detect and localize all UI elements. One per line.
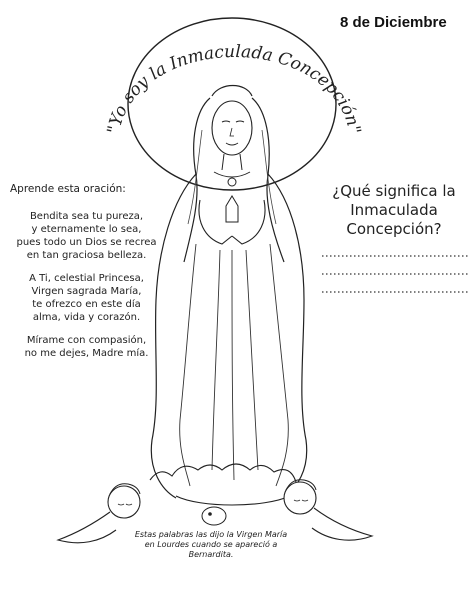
- question-line: ¿Qué significa la: [332, 182, 456, 200]
- prayer-line: Bendita sea tu pureza,: [29, 211, 144, 222]
- prayer-title: Aprende esta oración:: [10, 183, 126, 195]
- prayer-line: en tan graciosa belleza.: [26, 250, 147, 261]
- prayer-stanza-2: [4, 272, 169, 324]
- prayer-line: pues todo un Dios se recrea: [16, 237, 157, 248]
- right-wing: [312, 508, 372, 540]
- gown: [180, 244, 289, 486]
- left-wing: [58, 512, 116, 543]
- prayer-stanza-3: [4, 334, 169, 360]
- question-line: Inmaculada: [350, 201, 438, 219]
- answer-lines: [322, 256, 468, 292]
- prayer-line: y eternamente lo sea,: [31, 224, 142, 235]
- praying-hands: [226, 196, 238, 222]
- prayer-line: alma, vida y corazón.: [32, 312, 141, 323]
- serpent-head: [202, 507, 226, 525]
- caption-line: en Lourdes cuando se apareció a: [144, 540, 278, 549]
- arc-title: "Yo soy la Inmaculada Concepción": [103, 41, 365, 136]
- brooch: [228, 178, 236, 186]
- prayer-line: Mírame con compasión,: [26, 335, 147, 346]
- clouds: [150, 464, 296, 482]
- prayer-block: [4, 183, 169, 370]
- right-cherub: [284, 480, 372, 540]
- prayer-stanza-1: [4, 210, 169, 262]
- prayer-line: Virgen sagrada María,: [31, 286, 142, 297]
- question-line: Concepción?: [346, 220, 442, 238]
- caption-block: [126, 530, 296, 560]
- mantle: [151, 174, 306, 498]
- prayer-line: no me dejes, Madre mía.: [24, 348, 149, 359]
- question-block: [318, 182, 470, 239]
- caption-line: Estas palabras las dijo la Virgen María: [134, 530, 288, 539]
- prayer-line: A Ti, celestial Princesa,: [29, 273, 144, 284]
- caption-line: Bernardita.: [188, 550, 234, 559]
- prayer-line: te ofrezco en este día: [32, 299, 141, 310]
- date-label: 8 de Diciembre: [340, 14, 447, 31]
